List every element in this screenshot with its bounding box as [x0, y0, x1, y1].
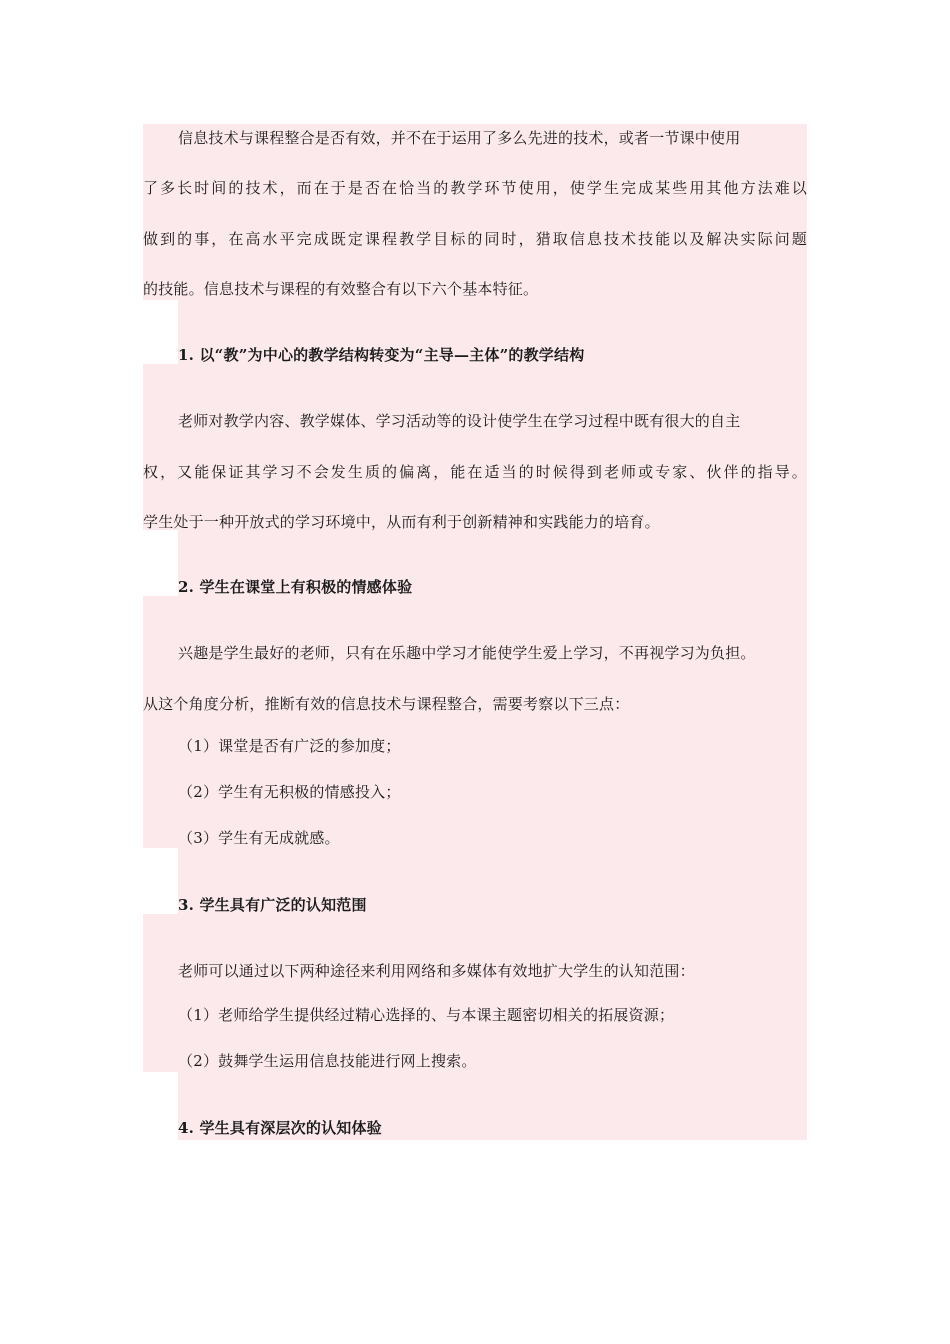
paragraph-line: 权，又能保证其学习不会发生质的偏离，能在适当的时候得到老师或专家、伙伴的指导。 — [143, 463, 807, 481]
intro-line: 信息技术与课程整合是否有效，并不在于运用了多么先进的技术，或者一节课中使用 — [178, 129, 741, 147]
list-item: （2）学生有无积极的情感投入； — [178, 783, 401, 801]
paragraph-line: 从这个角度分析，推断有效的信息技术与课程整合，需要考察以下三点： — [143, 695, 630, 713]
highlight-block — [143, 364, 807, 530]
section-heading: 4. 学生具有深层次的认知体验 — [178, 1119, 382, 1137]
paragraph-line: 学生处于一种开放式的学习环境中，从而有利于创新精神和实践能力的培育。 — [143, 513, 660, 531]
list-item: （2）鼓舞学生运用信息技能进行网上搜索。 — [178, 1052, 477, 1070]
section-heading: 2. 学生在课堂上有积极的情感体验 — [178, 578, 413, 596]
list-item: （1）老师给学生提供经过精心选择的、与本课主题密切相关的拓展资源； — [178, 1006, 675, 1024]
paragraph-line: 老师对教学内容、教学媒体、学习活动等的设计使学生在学习过程中既有很大的自主 — [178, 412, 741, 430]
intro-line: 做到的事，在高水平完成既定课程教学目标的同时，猎取信息技术技能以及解决实际问题 — [143, 230, 807, 248]
highlight-block — [143, 124, 807, 300]
paragraph-line: 老师可以通过以下两种途径来利用网络和多媒体有效地扩大学生的认知范围： — [178, 962, 695, 980]
list-item: （1）课堂是否有广泛的参加度； — [178, 737, 401, 755]
highlight-block — [143, 914, 807, 1072]
paragraph-line: 兴趣是学生最好的老师，只有在乐趣中学习才能使学生爱上学习，不再视学习为负担。 — [178, 644, 756, 662]
section-heading: 1. 以“教”为中心的教学结构转变为“主导—主体”的教学结构 — [178, 346, 585, 364]
intro-line: 了多长时间的技术，而在于是否在恰当的教学环节使用，使学生完成某些用其他方法难以 — [143, 179, 807, 197]
section-heading: 3. 学生具有广泛的认知范围 — [178, 896, 367, 914]
intro-line: 的技能。信息技术与课程的有效整合有以下六个基本特征。 — [143, 280, 539, 298]
highlight-block — [143, 596, 807, 848]
list-item: （3）学生有无成就感。 — [178, 829, 340, 847]
